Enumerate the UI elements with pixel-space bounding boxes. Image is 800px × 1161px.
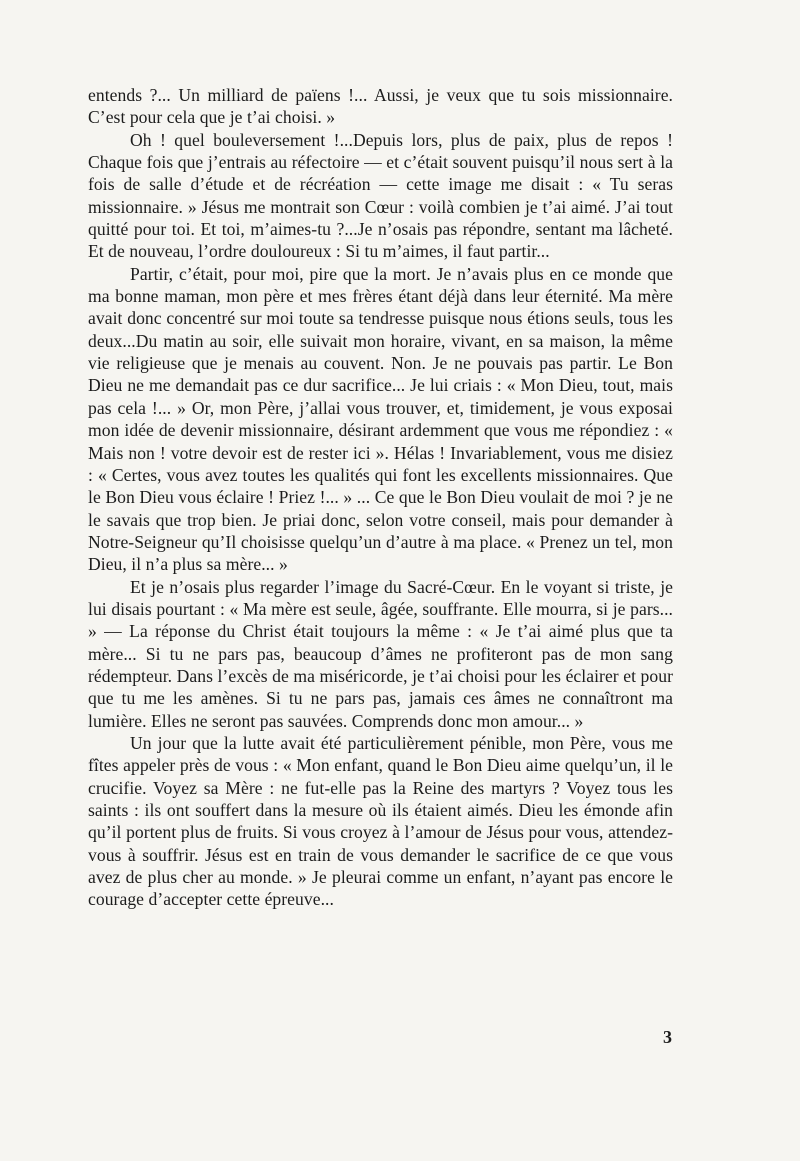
paragraph-2: Oh ! quel bouleversement !...Depuis lors, plus de paix, plus de repos ! Chaque fois que j’entrais au réfectoire — et c’était souvent puisqu’il nous sert à la fois de salle d’étude et de récréation — cette image me disait : « Tu seras missionnaire. » Jésus me montrait son Cœur : voilà combien je t’ai aimé. J’ai tout quitté pour toi. Et toi, m’aimes-tu ?...Je n’osais pas répondre, sentant ma lâcheté. Et de nouveau, l’ordre douloureux : Si tu m’aimes, il faut partir... xyxy=(88,129,673,262)
paragraph-4: Et je n’osais plus regarder l’image du Sacré-Cœur. En le voyant si triste, je lui disais pourtant : « Ma mère est seule, âgée, souffrante. Elle mourra, si je pars... » — La réponse du Christ était toujours la même : « Je t’ai aimé plus que ta mère... Si tu ne pars pas, beaucoup d’âmes ne profiteront pas de mon sang rédempteur. Dans l’excès de ma miséricorde, je t’ai choisi pour les éclairer et pour que tu me les amènes. Si tu ne pars pas, jamais ces âmes ne connaîtront ma lumière. Elles ne seront pas sauvées. Comprends donc mon amour... » xyxy=(88,576,673,731)
paragraph-3: Partir, c’était, pour moi, pire que la mort. Je n’avais plus en ce monde que ma bonne maman, mon père et mes frères étant déjà dans leur éternité. Ma mère avait donc concentré sur moi toute sa tendresse puisque nous étions seuls, tous les deux...Du matin au soir, elle suivait mon horaire, vivant, en sa maison, la même vie religieuse que je menais au couvent. Non. Je ne pouvais pas partir. Le Bon Dieu ne me demandait pas ce dur sacrifice... Je lui criais : « Mon Dieu, tout, mais pas cela !... » Or, mon Père, j’allai vous trouver, et, timidement, je vous exposai mon idée de devenir missionnaire, désirant ardemment que vous me répondiez : « Mais non ! votre devoir est de rester ici ». Hélas ! Invariablement, vous me disiez : « Certes, vous avez toutes les qualités qui font les excellents missionnaires. Que le Bon Dieu vous éclaire ! Priez !... » ... Ce que le Bon Dieu voulait de moi ? je ne le savais que trop bien. Je priai donc, selon votre conseil, mais pour demander à Notre-Seigneur qu’Il choisisse quelqu’un d’autre à ma place. « Prenez un tel, mon Dieu, il n’a plus sa mère... » xyxy=(88,263,673,575)
paragraph-1: entends ?... Un milliard de païens !... Aussi, je veux que tu sois missionnaire. C’est pour cela que je t’ai choisi. » xyxy=(88,85,673,128)
page-number: 3 xyxy=(663,1027,672,1047)
paragraph-5: Un jour que la lutte avait été particulièrement pénible, mon Père, vous me fîtes appeler près de vous : « Mon enfant, quand le Bon Dieu aime quelqu’un, il le crucifie. Voyez sa Mère : ne fut-elle pas la Reine des martyrs ? Voyez tous les saints : ils ont souffert dans la mesure où ils étaient aimés. Dieu les émonde afin qu’il portent plus de fruits. Si vous croyez à l’amour de Jésus pour vous, attendez-vous à souffrir. Jésus est en train de vous demander le sacrifice de ce que vous avez de plus cher au monde. » Je pleurai comme un enfant, n’ayant pas encore le courage d’accepter cette épreuve... xyxy=(88,732,673,910)
page-text-block xyxy=(88,84,673,911)
